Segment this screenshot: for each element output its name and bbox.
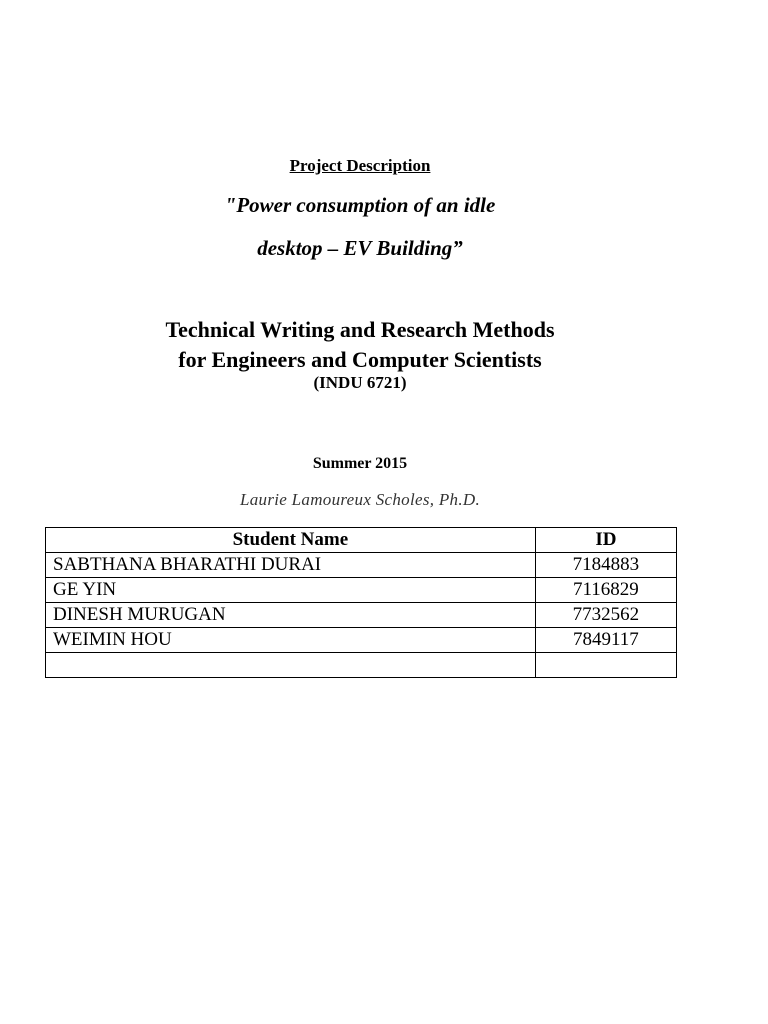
course-code: (INDU 6721) [313, 373, 407, 392]
term: Summer 2015 [312, 455, 408, 472]
column-header-student-name: Student Name [46, 528, 536, 553]
section-heading: Project Description [289, 156, 431, 175]
student-name-cell: SABTHANA BHARATHI DURAI [46, 553, 536, 578]
student-name-cell: WEIMIN HOU [46, 628, 536, 653]
table-row [46, 628, 677, 653]
student-name-cell [46, 653, 536, 678]
project-title-line-2: desktop – EV Building” [257, 236, 463, 260]
student-id-cell [535, 653, 676, 678]
student-name-cell: DINESH MURUGAN [46, 603, 536, 628]
course-title-line-2: for Engineers and Computer Scientists [178, 347, 542, 372]
project-title-line-1: "Power consumption of an idle [224, 193, 496, 217]
table-row [46, 603, 677, 628]
student-id-cell: 7732562 [535, 603, 676, 628]
table-row [46, 578, 677, 603]
table-row [46, 553, 677, 578]
student-table [45, 527, 677, 678]
table-header-row [46, 528, 677, 553]
instructor-name: Laurie Lamoureux Scholes, Ph.D. [239, 490, 481, 509]
student-id-cell: 7116829 [535, 578, 676, 603]
table-row [46, 653, 677, 678]
student-id-cell: 7849117 [535, 628, 676, 653]
student-name-cell: GE YIN [46, 578, 536, 603]
course-title-line-1: Technical Writing and Research Methods [165, 317, 555, 342]
student-id-cell: 7184883 [535, 553, 676, 578]
column-header-id: ID [535, 528, 676, 553]
